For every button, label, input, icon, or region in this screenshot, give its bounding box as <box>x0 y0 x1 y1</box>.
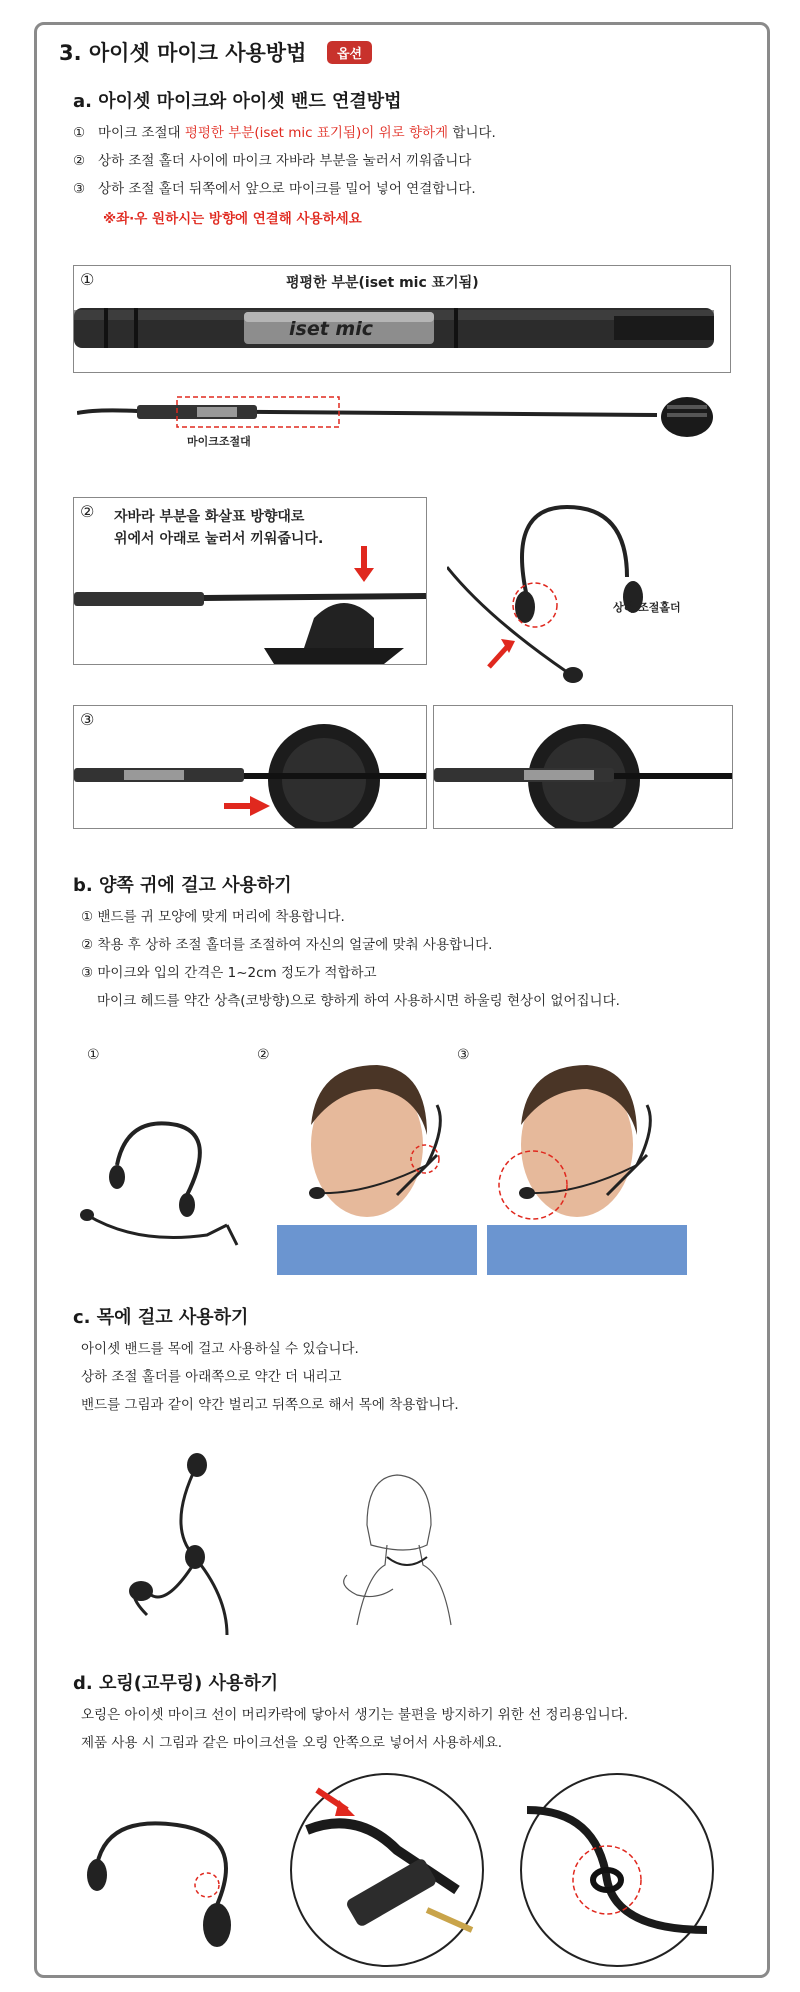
step-a1: ① 마이크 조절대 평평한 부분(iset mic 표기됨)이 위로 향하게 합니다. <box>73 125 496 141</box>
woman-neck-line-drawing <box>327 1465 487 1635</box>
person-wearing-headset-3 <box>487 1045 687 1275</box>
fig2-text-line1: 자바라 부분을 화살표 방향대로 <box>114 509 305 525</box>
person-wearing-headset-2 <box>277 1045 477 1275</box>
b-img-num-2: ② <box>257 1047 270 1063</box>
oring-plug-closeup <box>287 1770 487 1970</box>
c-line-2: 상하 조절 홀더를 아래쪽으로 약간 더 내리고 <box>81 1369 342 1385</box>
b-line-2: ② 착용 후 상하 조절 홀더를 조절하여 자신의 얼굴에 맞춰 사용합니다. <box>81 937 493 953</box>
option-badge: 옵션 <box>327 41 372 64</box>
section-a-title: a. 아이셋 마이크와 아이셋 밴드 연결방법 <box>73 91 402 112</box>
fig1-mic-adjuster-closeup <box>73 265 731 373</box>
fig2-text-line2: 위에서 아래로 눌러서 끼워줍니다. <box>114 531 324 547</box>
highlight-text: 평평한 부분(iset mic 표기됨)이 위로 향하게 <box>184 125 449 141</box>
section-title: 3. 아이셋 마이크 사용방법 <box>59 41 307 65</box>
section-c-title: c. 목에 걸고 사용하기 <box>73 1307 249 1328</box>
mic-adjuster-caption: 마이크조절대 <box>187 435 251 448</box>
fig1-label: 평평한 부분(iset mic 표기됨) <box>286 275 479 291</box>
d-line-2: 제품 사용 시 그림과 같은 마이크선을 오링 안쪽으로 넣어서 사용하세요. <box>81 1735 503 1751</box>
brand-mark: iset mic <box>289 318 373 340</box>
headset-neck-illustration <box>107 1445 287 1645</box>
full-mic-cable-illustration <box>77 385 737 455</box>
holder-caption: 상하 조절홀더 <box>613 601 681 614</box>
section-d-title: d. 오링(고무링) 사용하기 <box>73 1673 279 1694</box>
b-img-num-1: ① <box>87 1047 100 1063</box>
headset-oring-illustration <box>67 1805 267 1955</box>
step-a3: ③ 상하 조절 홀더 뒤쪽에서 앞으로 마이크를 밀어 넣어 연결합니다. <box>73 181 476 197</box>
headset-holder-illustration <box>447 487 707 687</box>
step-a2: ② 상하 조절 홀더 사이에 마이크 자바라 부분을 눌러서 끼워줍니다 <box>73 153 472 169</box>
fig3-push-mic-left <box>73 705 427 829</box>
section-b-title: b. 양쪽 귀에 걸고 사용하기 <box>73 875 292 896</box>
fig2-insert-bellows <box>73 497 427 665</box>
fig1-number: ① <box>80 270 95 289</box>
headset-band-illustration <box>77 1105 247 1255</box>
push-mic-illustration-left <box>74 706 426 828</box>
bellows-holder-illustration <box>74 538 426 664</box>
b-line-4: 마이크 헤드를 약간 상측(코방향)으로 향하게 하여 사용하시면 하울링 현상이 없어집니다. <box>97 993 620 1009</box>
fig3-number: ③ <box>80 710 95 729</box>
push-mic-illustration-right <box>434 706 732 828</box>
b-img-num-3: ③ <box>457 1047 470 1063</box>
c-line-1: 아이셋 밴드를 목에 걸고 사용하실 수 있습니다. <box>81 1341 359 1357</box>
d-line-1: 오링은 아이셋 마이크 선이 머리카락에 닿아서 생기는 불편을 방지하기 위한 선 정리용입니다. <box>81 1707 629 1723</box>
page-frame <box>34 22 770 1978</box>
fig3-push-mic-right <box>433 705 733 829</box>
mic-adjuster-rod-illustration <box>74 296 730 366</box>
b-line-3: ③ 마이크와 입의 간격은 1~2cm 정도가 적합하고 <box>81 965 377 981</box>
direction-note: ※좌·우 원하시는 방향에 연결해 사용하세요 <box>103 211 362 227</box>
b-line-1: ① 밴드를 귀 모양에 맞게 머리에 착용합니다. <box>81 909 345 925</box>
oring-cable-closeup <box>517 1770 717 1970</box>
fig2-number: ② <box>80 502 95 521</box>
c-line-3: 밴드를 그림과 같이 약간 벌리고 뒤쪽으로 해서 목에 착용합니다. <box>81 1397 459 1413</box>
